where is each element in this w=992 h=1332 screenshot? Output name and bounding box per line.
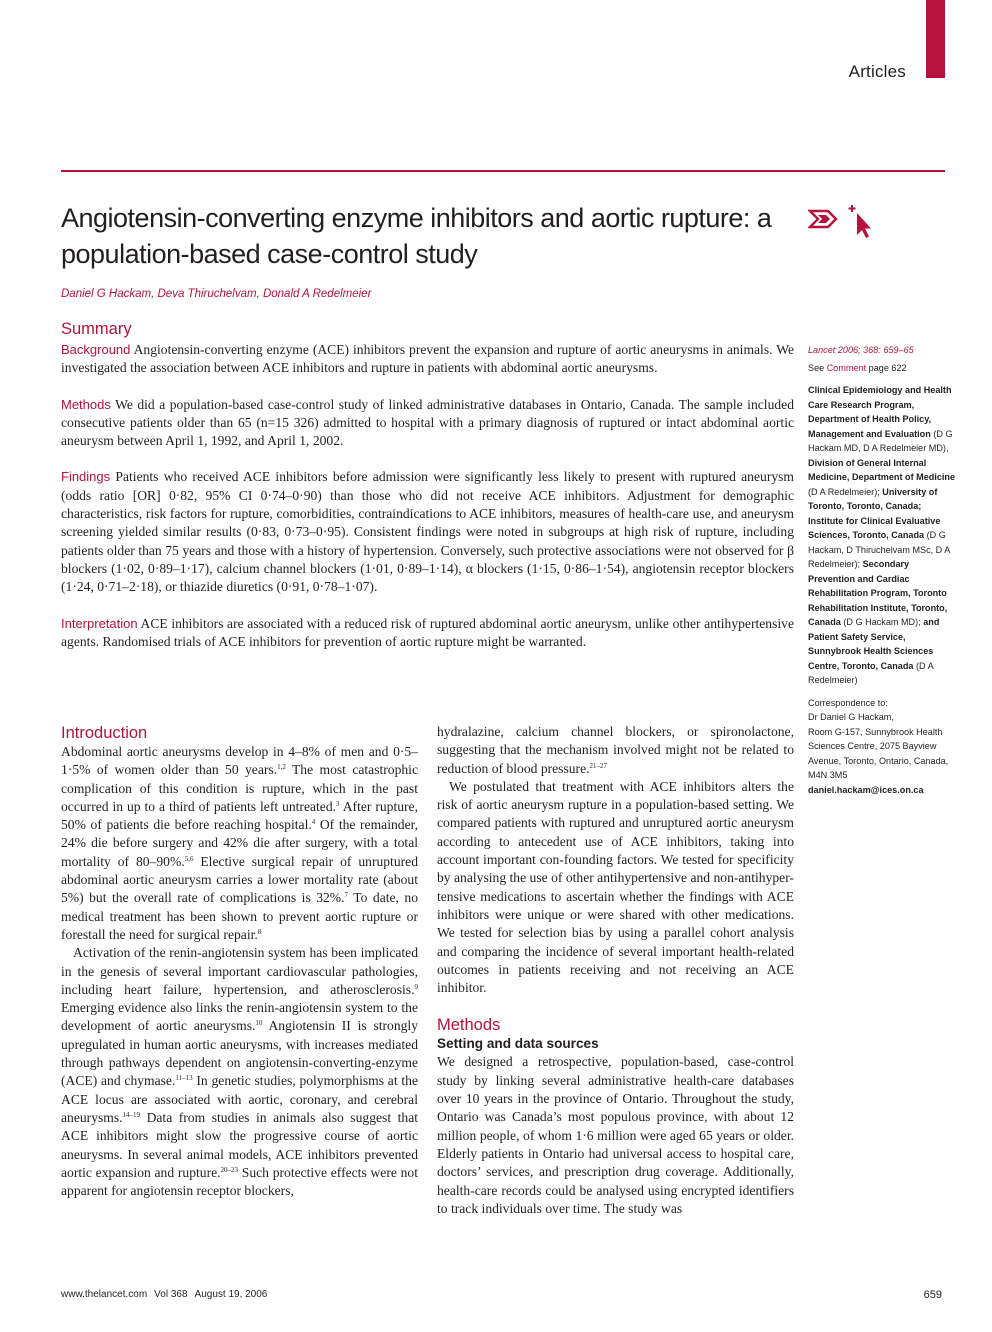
reference-superscript: 10 <box>255 1019 263 1028</box>
text-interpretation: ACE inhibitors are associated with a reduced risk of ruptured abdominal aortic aneurysm, unlike other antihypertensive agents. Randomised trials of ACE inhibitors for prevention of aortic rupture might be warranted. <box>61 615 794 649</box>
abstract-methods <box>61 396 794 451</box>
volume: Vol 368 <box>154 1289 188 1300</box>
affiliation-name: Division of General Internal Medicine, Department of Medicine <box>808 457 956 482</box>
reference-superscript: 4 <box>311 818 316 827</box>
reference-superscript: 9 <box>414 982 418 991</box>
methods-heading: Methods <box>437 1016 501 1035</box>
see-prefix: See <box>808 362 827 373</box>
paragraph-text: The most catastrophic complication of this condition is rupture, which in the past occurred in up to a third of patients left untreated. <box>61 762 418 814</box>
section-label: Articles <box>848 62 906 81</box>
reference-superscript: 8 <box>257 927 262 936</box>
article-title: Angiotensin-converting enzyme inhibitors and aortic rupture: a population-based case-control study <box>61 203 772 269</box>
abstract-interpretation <box>61 615 794 652</box>
affiliation-authors: (D A Redelmeier); <box>808 486 883 497</box>
paragraph-text: Angiotensin II is strongly upregulated in human aortic aneurysms, with increases mediated through pathways dependent on angiotensin-converting-enzyme (ACE) and chymase. <box>61 1018 418 1089</box>
introduction-paragraph <box>437 723 794 778</box>
body-column-right <box>437 723 794 1218</box>
paragraph-text: Data from studies in animals also suggest that ACE inhibitors might slow the progressive course of aortic aneurysms. In several animal models, ACE inhibitors prevented aortic expansion and rupture. <box>61 1109 418 1180</box>
label-interpretation: Interpretation <box>61 615 138 631</box>
introduction-paragraph <box>437 778 794 998</box>
email-link[interactable]: daniel.hackam@ices.on.ca <box>808 784 924 795</box>
paragraph-text: We postulated that treatment with ACE inhibitors alters the risk of aortic aneurysm rupture in a population-based setting. We compared patients with ruptured and unruptured aortic aneurysm according to antecedent use of ACE inhibitors, taking into account important con-founding factors. We tested for specificity by analysing the use of other antihypertensive and non-antihyper-tensive medications to ascertain whether the findings with ACE inhibitors were unique or were shared with other medications. We tested for selection bias by using a parallel cohort analysis and comparing the incidence of several important health-related outcomes in patients receiving and not receiving an ACE inhibitor. <box>437 778 794 996</box>
text-methods: We did a population-based case-control study of linked administrative databases in Ontario, Canada. The sample included consecutive patients older than 65 (n=15 326) admitted to hospital with a primary diagnosis of ruptured or intact abdominal aortic aneurysm between April 1, 1992, and April 1, 2002. <box>61 396 794 449</box>
methods-paragraph: We designed a retrospective, population-based, case-control study by linking several administrative health-care databases over 10 years in the province of Ontario. Throughout the study, Ontario was Canada’s most populous province, with about 12 million people, of whom 1·6 million were aged 65 years or older. Elderly patients in Ontario had universal access to hospital care, doctors’ services, and prescription drug coverage. Additionally, health-care records could be analysed using encrypted identifiers to track individuals over time. The study was <box>437 1054 794 1216</box>
affiliation-authors: (D G Hackam MD, D A Redelmeier MD), <box>808 428 953 453</box>
affiliation-authors: (D G Hackam, D Thiruchelvam MSc, D A Redelmeier); <box>808 530 950 569</box>
sidebar <box>808 343 958 797</box>
affiliation-name: Clinical Epidemiology and Health Care Research Program, Department of Health Policy, Management and Evaluation <box>808 385 952 439</box>
paragraph-text: Elective surgical repair of unruptured abdominal aortic aneurysm carries a lower mortality rate (about 5%) but the overall rate of complications is 32%. <box>61 853 418 906</box>
corner-tab <box>926 0 945 78</box>
issue-date: August 19, 2006 <box>194 1289 268 1300</box>
affiliations <box>808 383 958 688</box>
paragraph-text: Such protective effects were not apparent for angiotensin receptor blockers, <box>61 1164 418 1199</box>
affiliation-authors: (D A Redelmeier) <box>808 660 934 685</box>
text-background: Angiotensin-converting enzyme (ACE) inhibitors prevent the expansion and rupture of aortic aneurysms in animals. We investigated the association between ACE inhibitors and rupture in patients with abdominal aortic aneurysms. <box>61 342 794 376</box>
label-background: Background <box>61 342 131 357</box>
header-rule <box>61 170 945 172</box>
paragraph-text: Of the remainder, 24% die before surgery and 42% die after surgery, with a total mortality of 80–90%. <box>61 817 418 869</box>
abstract-background <box>61 341 794 378</box>
see-suffix: page 622 <box>866 362 907 373</box>
reference-superscript: 3 <box>336 799 340 808</box>
reference-superscript: 20–23 <box>220 1165 239 1174</box>
header-icons <box>808 203 874 239</box>
summary-heading: Summary <box>61 320 132 338</box>
reference-superscript: 11–13 <box>175 1074 193 1083</box>
comment-link[interactable]: Comment <box>826 362 867 373</box>
paragraph-text: Abdominal aortic aneurysms develop in 4–8% of men and 0·5–1·5% of women older than 50 years. <box>61 744 418 778</box>
introduction-paragraph <box>61 743 418 944</box>
methods-subheading: Setting and data sources <box>437 1036 599 1052</box>
paragraph-text: Activation of the renin-angiotensin system has been implicated in the genesis of several important cardiovascular pathologies, including heart failure, hypertension, and atherosclerosis. <box>61 945 418 997</box>
correspondence-email <box>808 783 958 798</box>
citation: Lancet 2006; 368: 659–65 <box>808 345 914 355</box>
paragraph-text: To date, no medical treatment has been shown to prevent aortic rupture or forestall the need for surgical repair. <box>61 890 419 942</box>
introduction-heading: Introduction <box>61 724 148 742</box>
paragraph-text: hydralazine, calcium channel blockers, or spironolactone, suggesting that the mechanism involved might not be related to reduction of blood pressure. <box>437 724 794 776</box>
affiliation-name: Secondary Prevention and Cardiac Rehabilitation Program, Toronto Rehabilitation Institute, Toronto, Canada <box>808 559 948 627</box>
reference-superscript: 21–27 <box>589 761 608 770</box>
footer-left <box>61 1289 267 1300</box>
abstract-findings <box>61 468 794 596</box>
page-number: 659 <box>923 1289 942 1301</box>
paragraph-text: Emerging evidence also links the renin-angiotensin system to the development of aortic aneurysms. <box>61 1000 418 1034</box>
affiliation-authors: (D G Hackam MD); <box>840 617 924 627</box>
label-findings: Findings <box>61 469 111 485</box>
journal-url[interactable]: www.thelancet.com <box>61 1289 148 1300</box>
paragraph-text: After rupture, 50% of patients die before reaching hospital. <box>61 798 418 833</box>
introduction-paragraph <box>61 944 418 1200</box>
text-findings: Patients who received ACE inhibitors before admission were significantly less likely to present with ruptured aneurysm (odds ratio [OR] 0·82, 95% CI 0·74–0·90) than those who did not receive ACE inhibitors. Adjustment for demographic characteristics, risk factors for rupture, comorbidities, contraindications to ACE inhibitors, measures of health-care use, and aneurysm screening yielded similar results (0·83, 0·73–0·95). Consistent findings were noted in subgroups at high risk of rupture, including patients older than 75 years and those with a history of hypertension. Conversely, such protective associations were not observed for β blockers (1·02, 0·89–1·17), calcium channel blockers (1·01, 0·89–1·14), α blockers (1·15, 0·86–1·54), angiotensin receptor blockers (1·24, 0·71–2·18), or thiazide diuretics (0·91, 0·78–1·07). <box>61 469 795 595</box>
correspondence-address: Room G-157, Sunnybrook Health Sciences Centre, 2075 Bayview Avenue, Toronto, Ontario, Canada, M4N 3M5 <box>808 726 949 780</box>
body-column-left <box>61 723 418 1200</box>
label-methods: Methods <box>61 396 111 412</box>
correspondence-name: Dr Daniel G Hackam, <box>808 712 894 722</box>
reference-superscript: 7 <box>344 891 349 900</box>
pointer-cursor-icon <box>849 205 872 238</box>
paragraph-text: In genetic studies, polymorphisms at the ACE locus are associated with aortic, coronary, and cerebral aneurysms. <box>61 1073 418 1125</box>
correspondence-label: Correspondence to: <box>808 697 888 708</box>
affiliation-name: University of Toronto, Toronto, Canada; Institute for Clinical Evaluative Sciences, Toronto, Canada <box>808 486 941 540</box>
reference-superscript: 5,6 <box>184 854 194 863</box>
summary-section <box>61 320 794 651</box>
logo-arrow-icon <box>810 211 836 227</box>
reference-superscript: 1,2 <box>277 763 286 772</box>
affiliation-name: and Patient Safety Service, Sunnybrook Health Sciences Centre, Toronto, Canada <box>808 617 940 671</box>
author-list: Daniel G Hackam, Deva Thiruchelvam, Donald A Redelmeier <box>61 288 372 300</box>
reference-superscript: 14–19 <box>122 1110 141 1119</box>
see-comment <box>808 361 958 376</box>
